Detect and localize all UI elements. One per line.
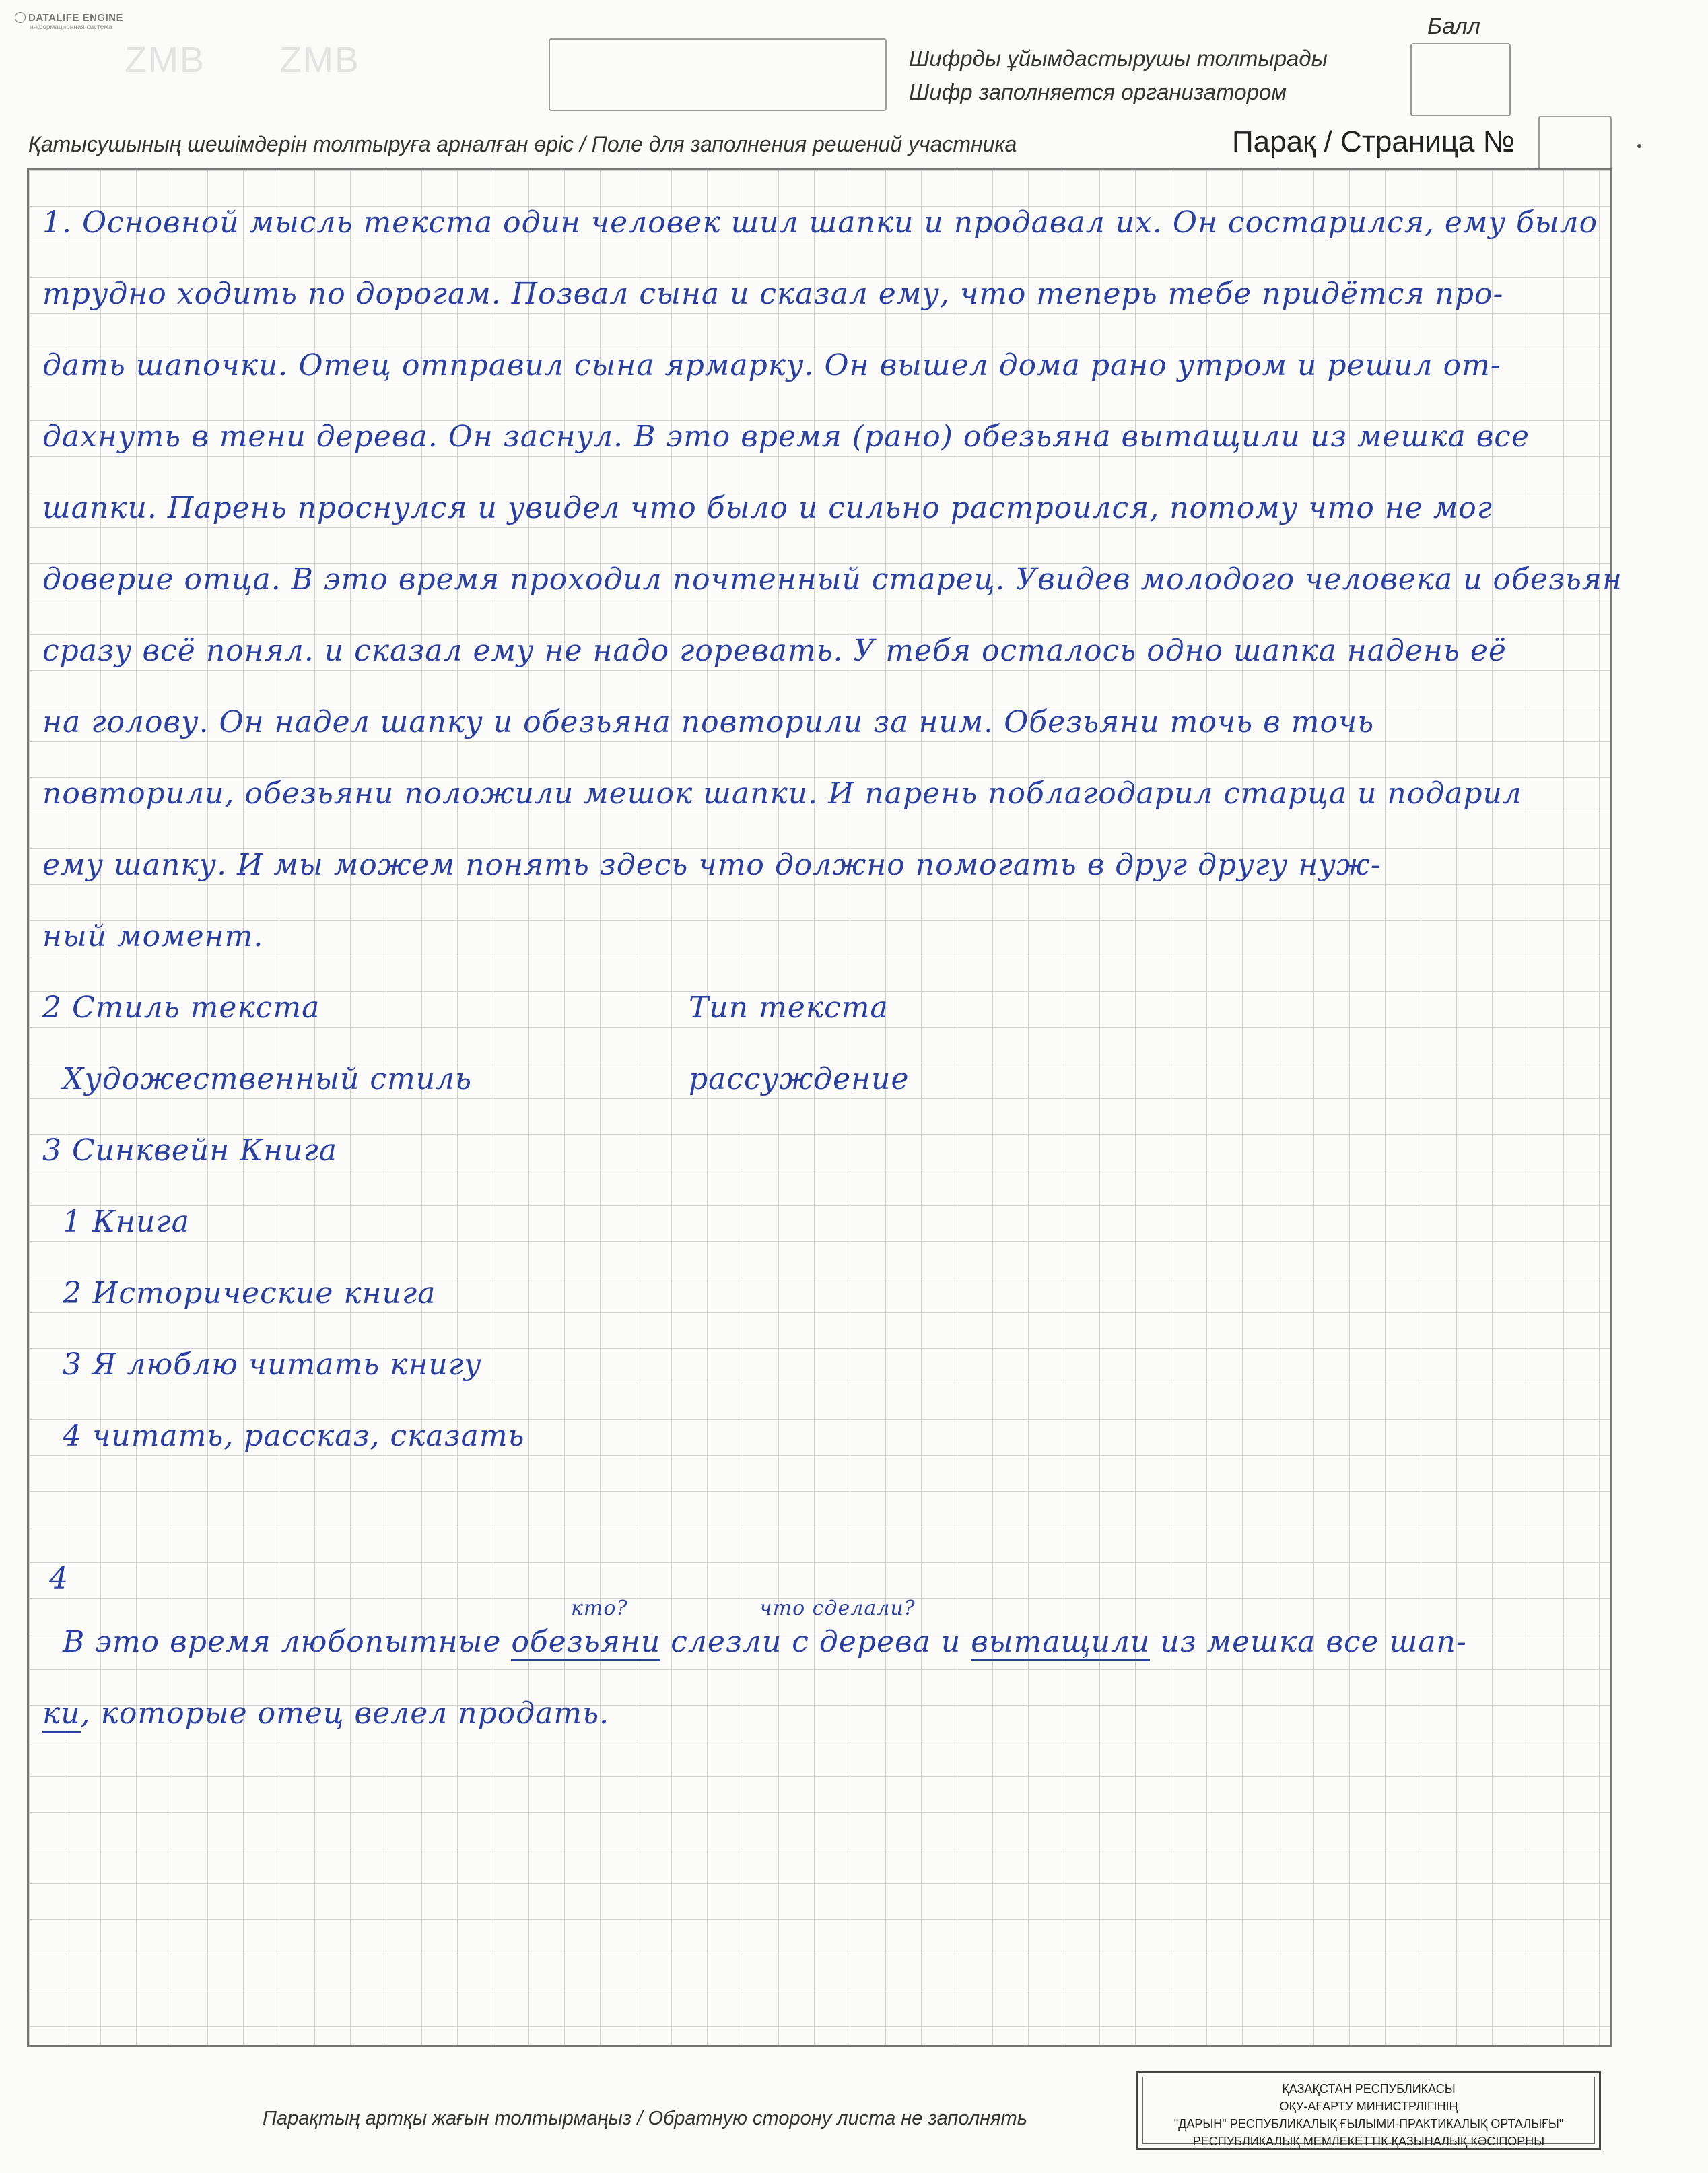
task-4-number: 4	[49, 1562, 69, 1596]
scan-dot	[1637, 144, 1641, 148]
watermark-title: DATALIFE ENGINE	[28, 12, 124, 24]
cinquain-line-2: 2 Исторические книга	[63, 1276, 436, 1310]
sentence-part-3: из мешка все шап-	[1160, 1625, 1467, 1659]
cinquain-line-3: 3 Я люблю читать книгу	[63, 1347, 482, 1382]
sentence-line-1	[63, 1625, 1467, 1659]
answer-line-6: доверие отца. В это время проходил почтенный старец. Увидев молодого человека и обезьян	[42, 562, 1623, 597]
style-answer: Художественный стиль	[63, 1062, 473, 1096]
stamp-line-2: ОҚУ-АҒАРТУ МИНИСТРЛІГІНІҢ	[1279, 2100, 1458, 2113]
score-box[interactable]	[1410, 43, 1511, 116]
sentence-part-2: слезли с дерева и	[671, 1625, 961, 1659]
stamp-line-1: ҚАЗАҚСТАН РЕСПУБЛИКАСЫ	[1282, 2082, 1456, 2096]
stamp-inner	[1142, 2077, 1595, 2148]
answer-grid	[27, 168, 1623, 2047]
cipher-ru: Шифр заполняется организатором	[909, 79, 1287, 104]
score-label: Балл	[1427, 13, 1481, 39]
stamp-line-4: РЕСПУБЛИКАЛЫҚ МЕМЛЕКЕТТІК ҚАЗЫНАЛЫҚ КӘСІПОРНЫ	[1192, 2135, 1545, 2148]
answer-line-2: трудно ходить по дорогам. Позвал сына и сказал ему, что теперь тебе придётся про-	[42, 277, 1504, 311]
cipher-kk: Шифрды ұйымдастырушы толтырады	[909, 46, 1328, 71]
subject-underlined: обезьяни	[511, 1625, 660, 1661]
type-heading: Тип текста	[689, 991, 889, 1025]
page-label: Парақ / Страница №	[1232, 125, 1515, 158]
page-number-box[interactable]	[1538, 116, 1612, 171]
question-who: кто?	[571, 1597, 628, 1620]
cipher-box[interactable]	[549, 38, 887, 111]
answer-line-7: сразу всё понял. и сказал ему не надо горевать. У тебя осталось одно шапка надень её	[42, 634, 1507, 668]
style-heading: 2 Стиль текста	[42, 991, 320, 1025]
answer-line-11: ный момент.	[42, 919, 264, 954]
type-answer: рассуждение	[689, 1062, 910, 1096]
stamp-line-3: "ДАРЫН" РЕСПУБЛИКАЛЫҚ ҒЫЛЫМИ-ПРАКТИКАЛЫҚ ОРТАЛЫҒЫ"	[1173, 2117, 1564, 2131]
cinquain-heading: 3 Синквейн Книга	[42, 1133, 338, 1168]
dle-logo-icon	[15, 12, 26, 23]
sentence-part-5: , которые отец велел продать.	[80, 1696, 610, 1731]
answer-line-3: дать шапочки. Отец отправил сына ярмарку. Он вышел дома рано утром и решил от-	[42, 348, 1501, 382]
cipher-instructions	[909, 42, 1328, 109]
answer-line-9: повторили, обезьяни положили мешок шапки. И парень поблагодарил старца и подарил	[42, 776, 1522, 811]
field-label: Қатысушының шешімдерін толтыруға арналған өріс / Поле для заполнения решений участника	[28, 132, 1017, 156]
cinquain-line-4: 4 читать, рассказ, сказать	[63, 1419, 525, 1453]
answer-line-10: ему шапку. И мы можем понять здесь что должно помогать в друг другу нуж-	[42, 848, 1381, 882]
predicate-underlined: вытащили	[971, 1625, 1150, 1661]
sentence-line-2	[42, 1696, 609, 1731]
watermark-subtitle: информационная система	[30, 24, 112, 31]
organization-stamp	[1136, 2071, 1601, 2150]
cinquain-line-1: 1 Книга	[63, 1205, 190, 1239]
zmb-mark-2: ZMB	[279, 40, 360, 80]
sentence-part-4: ки	[42, 1696, 81, 1733]
answer-line-4: дахнуть в тени дерева. Он заснул. В это время (рано) обезьяна вытащили из мешка все	[42, 420, 1530, 454]
sentence-part-1: В это время любопытные	[63, 1625, 502, 1659]
answer-line-5: шапки. Парень проснулся и увидел что было и сильно растроился, потому что не мог	[42, 491, 1493, 525]
question-what: что сделали?	[759, 1597, 916, 1620]
zmb-mark-1: ZMB	[125, 40, 205, 80]
footer-note: Парақтың артқы жағын толтырмаңыз / Обратную сторону листа не заполнять	[263, 2108, 1028, 2129]
answer-line-8: на голову. Он надел шапку и обезьяна повторили за ним. Обезьяни точь в точь	[42, 705, 1375, 739]
answer-line-1: 1. Основной мысль текста один человек шил шапки и продавал их. Он состарился, ему было	[42, 205, 1598, 240]
watermark	[15, 12, 123, 31]
